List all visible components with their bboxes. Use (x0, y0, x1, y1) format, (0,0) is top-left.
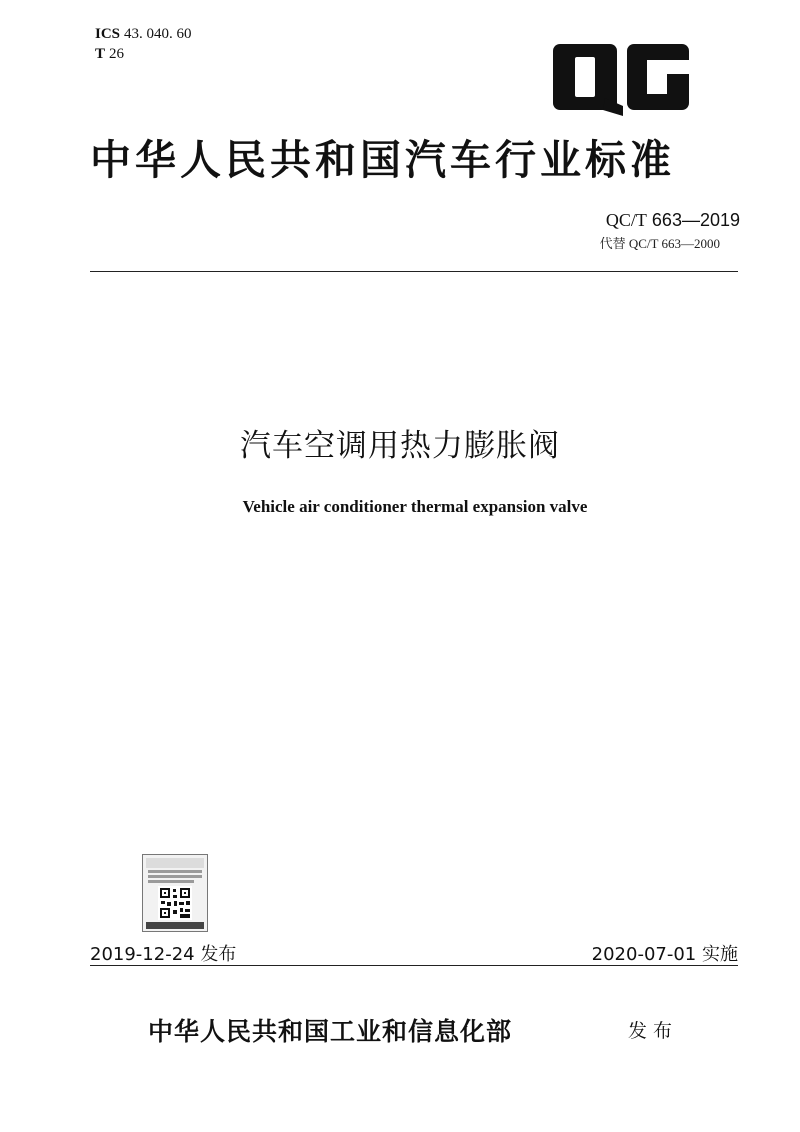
document-title-cn: 汽车空调用热力膨胀阀 (240, 428, 560, 464)
bottom-divider (90, 965, 738, 966)
standard-prefix: QC/T (605, 210, 647, 230)
classification-codes (95, 24, 192, 64)
standard-number (560, 210, 740, 231)
logo-letter-c (627, 44, 689, 110)
qc-logo (553, 44, 693, 116)
anti-counterfeit-sticker (142, 854, 208, 932)
ics-label: ICS (95, 26, 121, 42)
issuing-authority: 中华人民共和国工业和信息化部 (148, 1017, 513, 1046)
header-title: 中华人民共和国汽车行业标准 (90, 136, 675, 184)
ccs-label: T (95, 46, 106, 62)
ccs-code: 26 (109, 46, 125, 62)
qr-code (158, 886, 192, 920)
standard-code: 663—2019 (651, 210, 740, 230)
document-title-en: Vehicle air conditioner thermal expansion valve (242, 497, 588, 516)
effective-date: 2020-07-01 实施 (591, 944, 738, 965)
issue-date: 2019-12-24 发布 (90, 944, 237, 965)
publish-label: 发布 (628, 1020, 679, 1042)
ics-line (95, 24, 192, 44)
replaces-note: 代替 QC/T 663—2000 (599, 236, 720, 251)
ics-code: 43. 040. 60 (124, 26, 192, 42)
ccs-line (95, 44, 192, 64)
top-divider (90, 271, 738, 272)
logo-letter-q (553, 44, 623, 116)
